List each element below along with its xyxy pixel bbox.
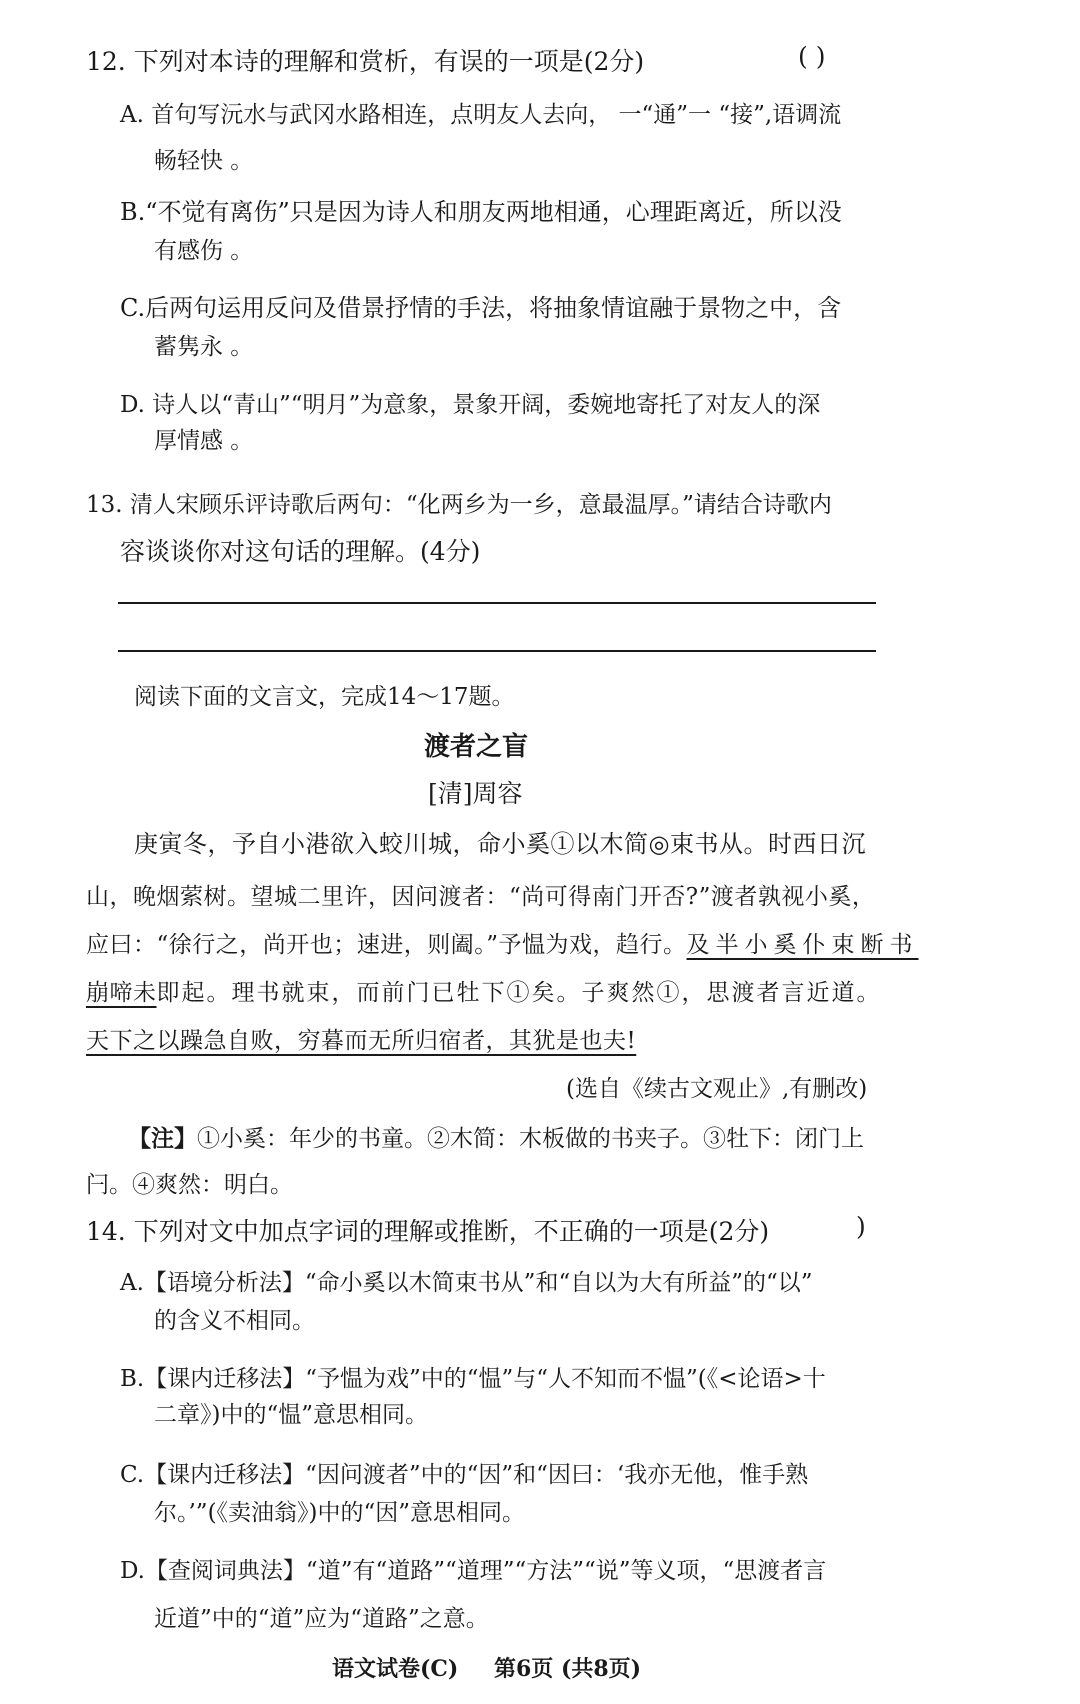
- q12-option-c-line2: 蓄隽永 。: [154, 334, 254, 360]
- q14-option-a-line1: A.【语境分析法】“命小奚以木简束书从”和“自以为大有所益”的“以”: [120, 1270, 813, 1296]
- q14-option-a-line2: 的含义不相同。: [154, 1308, 315, 1334]
- q12-option-a-line2: 畅轻快 。: [154, 148, 254, 174]
- q12-option-c-line1: C.后两句运用反问及借景抒情的手法，将抽象情谊融于景物之中，含: [120, 294, 842, 322]
- reading-intro: 阅读下面的文言文，完成14～17题。: [134, 684, 515, 710]
- passage-line-4: [86, 974, 882, 1007]
- q14-option-b-line2: 二章》)中的“愠”意思相同。: [154, 1402, 428, 1428]
- passage-line-3-text: 应曰：“徐行之，尚开也；速进，则阖。”予愠为戏，趋行。: [86, 932, 687, 958]
- q12-stem: 12. 下列对本诗的理解和赏析，有误的一项是(2分): [86, 47, 645, 76]
- q12-answer-bracket: ( ): [798, 42, 826, 71]
- footer-subject: 语文试卷(C): [332, 1656, 459, 1682]
- passage-line-3-underlined: 及半小奚仆束断书: [686, 932, 919, 958]
- footer-page-number: 第6页 (共8页): [494, 1656, 642, 1682]
- passage-author: [清]周容: [428, 779, 523, 808]
- passage-source: (选自《续古文观止》,有删改): [566, 1076, 868, 1102]
- q14-answer-bracket: ): [856, 1212, 866, 1241]
- passage-line-4-underlined: 崩啼未: [86, 980, 157, 1006]
- q12-option-d-line2: 厚情感 。: [154, 428, 254, 454]
- q13-answer-line-1[interactable]: [118, 602, 876, 604]
- passage-line-5-underlined: 天下之以躁急自败，穷暮而无所归宿者，其犹是也夫!: [86, 1028, 637, 1054]
- q14-option-c-line1: C.【课内迁移法】“因问渡者”中的“因”和“因曰：‘我亦无他，惟手熟: [120, 1462, 809, 1488]
- q13-answer-line-2[interactable]: [118, 650, 876, 652]
- q12-option-b-line2: 有感伤 。: [154, 238, 254, 264]
- passage-line-3: [86, 926, 919, 959]
- q14-option-c-line2: 尔。’”(《卖油翁》)中的“因”意思相同。: [154, 1500, 526, 1526]
- passage-line-1: 庚寅冬，予自小港欲入蛟川城，命小奚①以木简◎束书从。时西日沉: [134, 830, 866, 858]
- passage-line-2: 山，晚烟萦树。望城二里许，因问渡者：“尚可得南门开否?”渡者孰视小奚，: [86, 884, 876, 910]
- q14-option-b-line1: B.【课内迁移法】“予愠为戏”中的“愠”与“人不知而不愠”(《<论语>十: [120, 1366, 826, 1392]
- q14-option-d-line1: D.【查阅词典法】“道”有“道路”“道理”“方法”“说”等义项，“思渡者言: [120, 1558, 827, 1584]
- q12-option-a-line1: A. 首句写沅水与武冈水路相连，点明友人去向， 一“通”一 “接”,语调流: [120, 102, 842, 128]
- q12-option-b-line1: B.“不觉有离伤”只是因为诗人和朋友两地相通，心理距离近，所以没: [120, 198, 842, 226]
- notes-text-1: ①小奚：年少的书童。②木简：木板做的书夹子。③牡下：闭门上: [197, 1126, 864, 1152]
- q13-stem-line2: 容谈谈你对这句话的理解。(4分): [120, 537, 481, 566]
- q14-stem: 14. 下列对文中加点字词的理解或推断，不正确的一项是(2分): [86, 1217, 770, 1246]
- notes-line-2: 闩。④爽然：明白。: [86, 1172, 293, 1198]
- notes-label: 【注】: [128, 1125, 197, 1152]
- notes-line-1: [128, 1120, 864, 1153]
- passage-line-4-text: 即起。理书就束，而前门已牡下①矣。子爽然①，思渡者言近道。: [156, 980, 882, 1006]
- q14-option-d-line2: 近道”中的“道”应为“道路”之意。: [154, 1606, 489, 1632]
- q13-stem-line1: 13. 清人宋顾乐评诗歌后两句：“化两乡为一乡，意最温厚。”请结合诗歌内: [86, 492, 832, 518]
- passage-title: 渡者之盲: [424, 732, 529, 762]
- q12-option-d-line1: D. 诗人以“青山”“明月”为意象，景象开阔，委婉地寄托了对友人的深: [120, 392, 821, 418]
